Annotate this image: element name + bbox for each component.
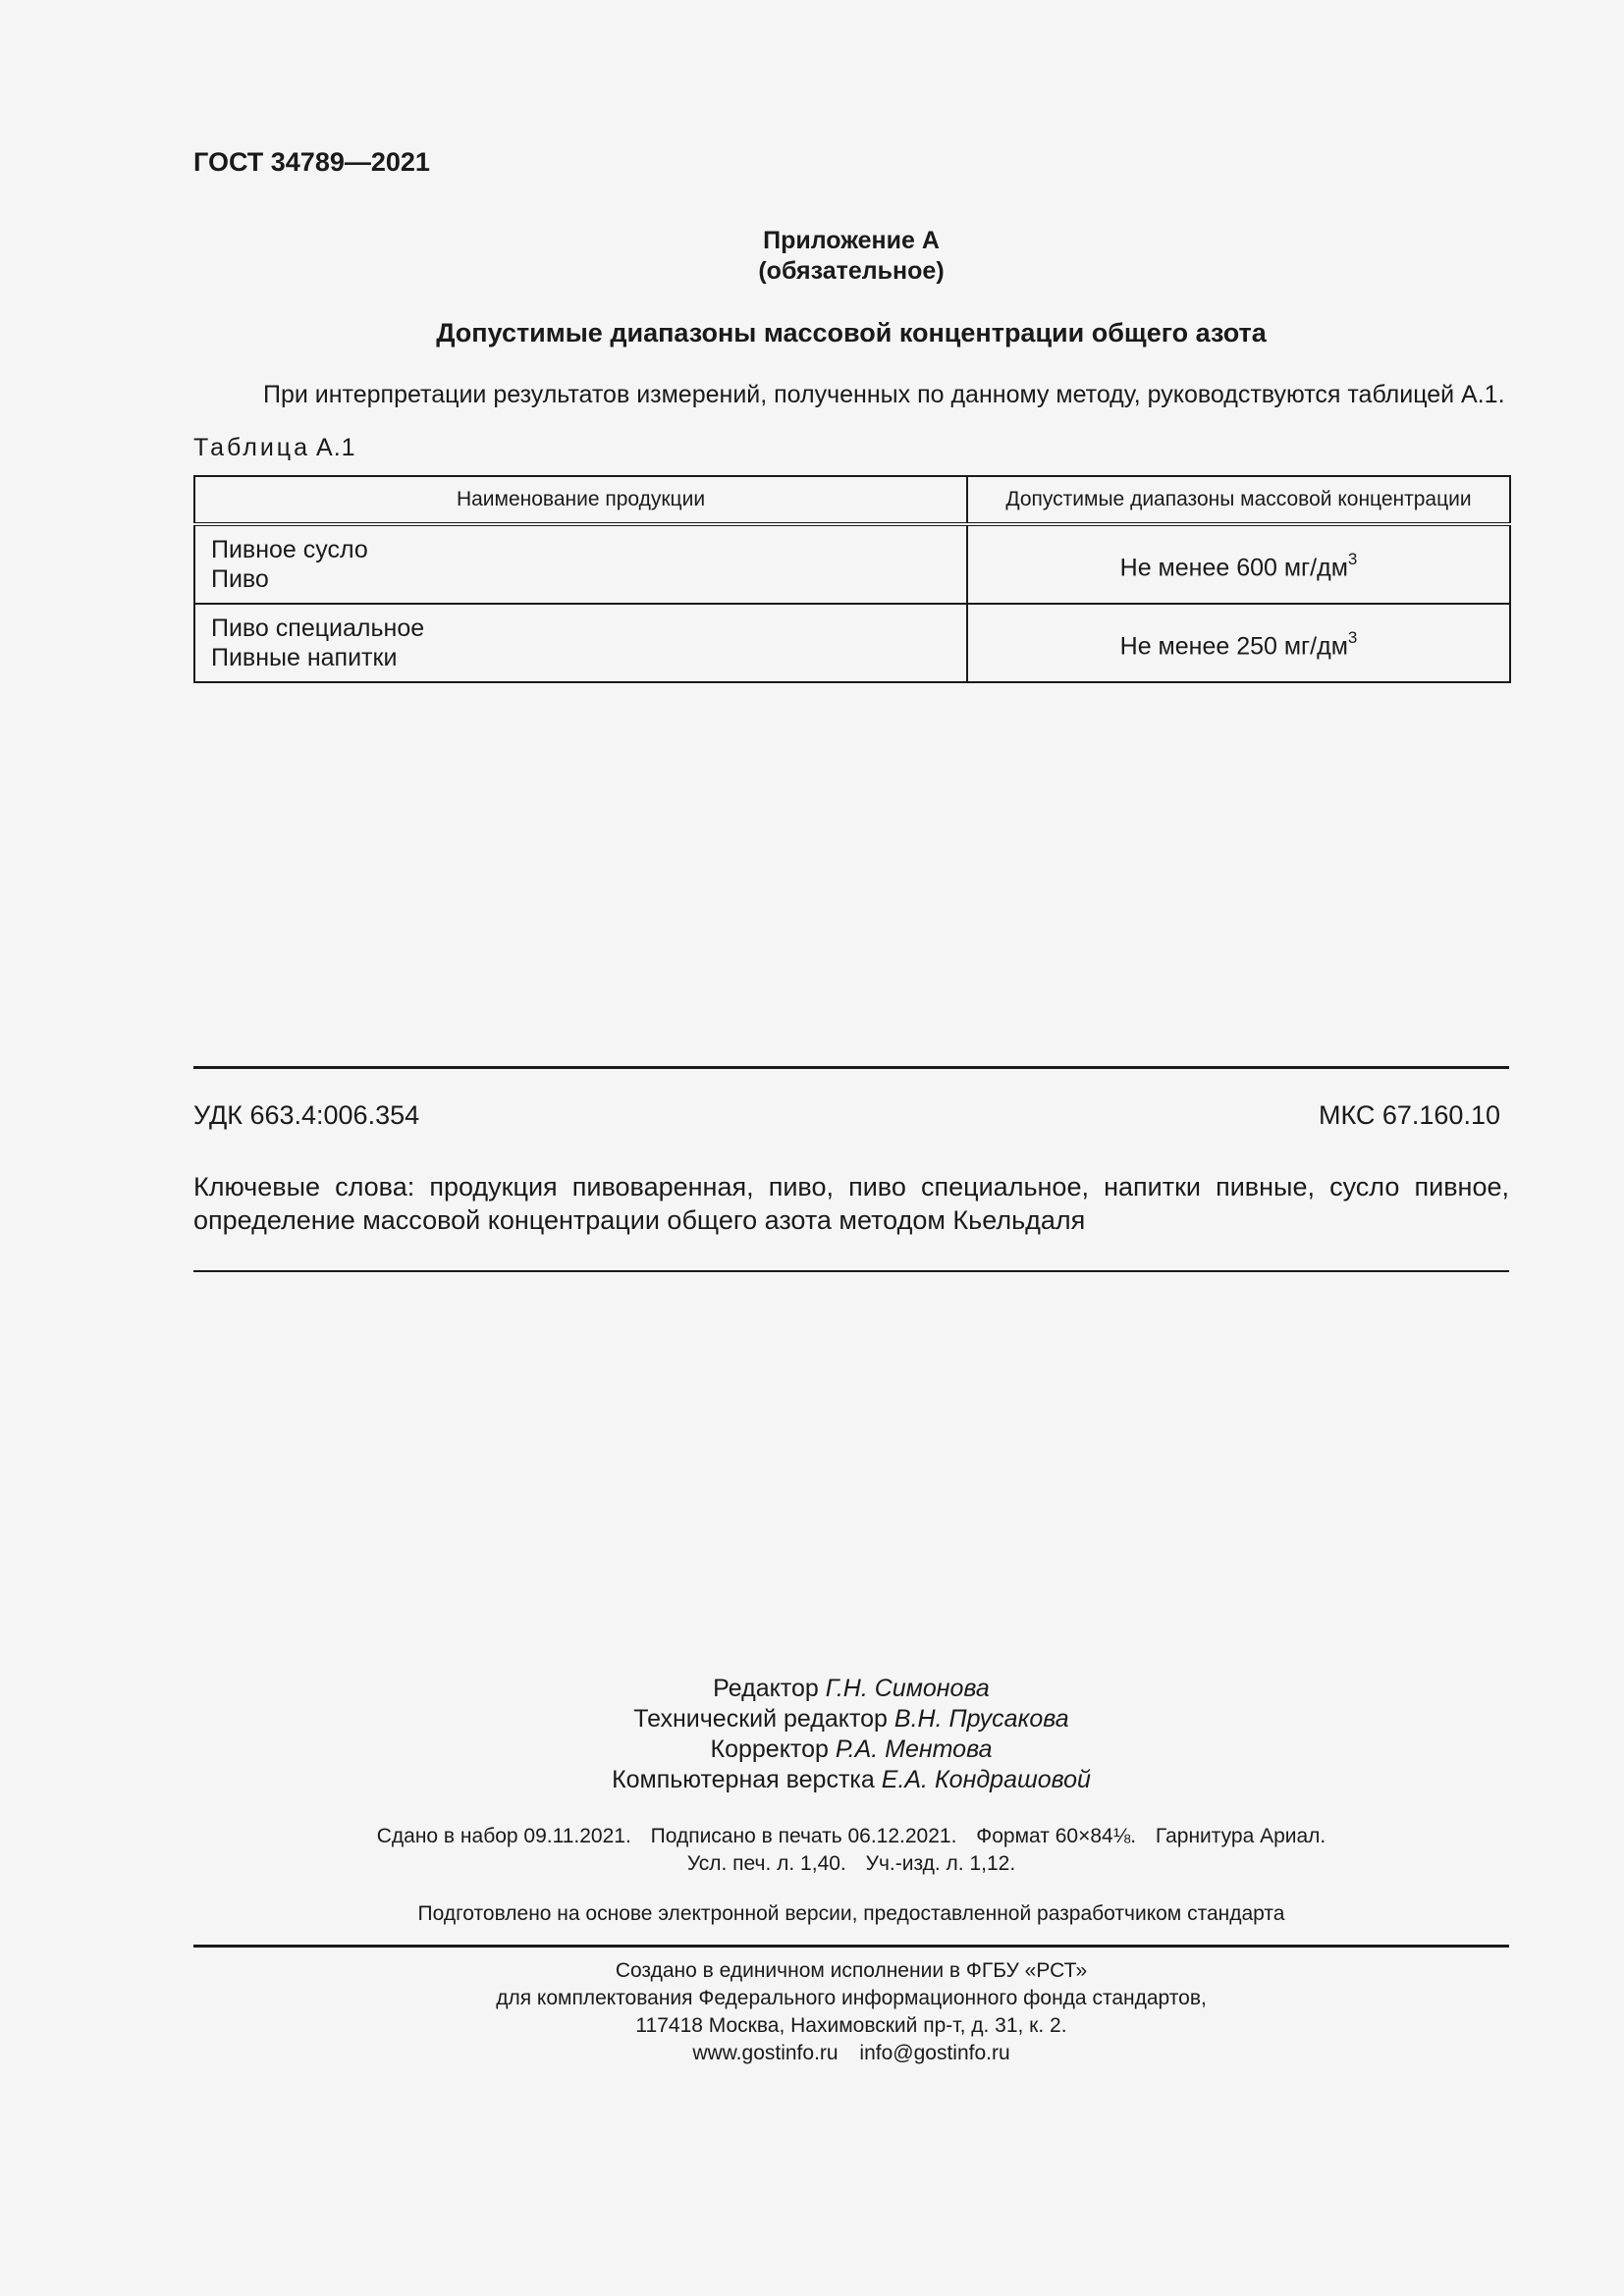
credit-label: Компьютерная верстка [612,1766,875,1793]
created-line: для комплектования Федерального информационного фонда стандартов, [496,1987,1207,2009]
divider [193,1066,1509,1069]
print-pub-sheets: Уч.-изд. л. 1,12. [865,1852,1016,1875]
credit-corrector [193,1735,1509,1765]
credit-name: В.Н. Прусакова [893,1705,1069,1733]
table-caption [193,434,356,462]
column-header-range: Допустимые диапазоны массовой концентрации [967,476,1510,524]
print-sheets: Усл. печ. л. 1,40. [686,1852,846,1875]
created-line: 117418 Москва, Нахимовский пр-т, д. 31, к. 2. [635,2014,1067,2037]
product-name: Пивные напитки [211,644,398,671]
table-row [194,604,1510,682]
product-name: Пиво [211,565,269,593]
unit-exponent: 3 [1347,627,1358,647]
credit-name: Р.А. Ментова [835,1735,993,1763]
website-link[interactable]: www.gostinfo.ru [692,2042,839,2064]
print-format: Формат 60×84⅛. [976,1825,1137,1847]
table-row [194,524,1510,604]
udk-code: УДК 663.4:006.354 [193,1100,420,1130]
range-value: Не менее 250 мг/дм [1119,632,1348,661]
column-header-product: Наименование продукции [194,476,967,524]
credit-layout [193,1765,1509,1795]
table-caption-number: А.1 [316,434,356,461]
range-cell [967,524,1510,604]
credit-label: Технический редактор [633,1705,888,1733]
annex-title: Приложение А [763,227,940,254]
product-name: Пиво специальное [211,614,425,642]
intro-paragraph: При интерпретации результатов измерений, полученных по данному методу, руководствуются таблицей А.1. [263,381,1505,408]
print-info [193,1823,1509,1878]
created-block [193,1957,1509,2067]
email-link[interactable]: info@gostinfo.ru [859,2042,1010,2064]
credit-name: Е.А. Кондрашовой [881,1766,1091,1793]
credit-name: Г.Н. Симонова [825,1675,990,1702]
credits-block [193,1674,1509,1795]
prepared-note: Подготовлено на основе электронной версии, предоставленной разработчиком стандарта [417,1902,1285,1925]
annex-type: (обязательное) [758,257,945,285]
mks-code: МКС 67.160.10 [1318,1100,1500,1130]
section-title: Допустимые диапазоны массовой концентрации общего азота [436,318,1267,347]
range-cell [967,604,1510,682]
print-typeface: Гарнитура Ариал. [1155,1825,1326,1847]
unit-exponent: 3 [1347,549,1358,568]
divider [193,1270,1509,1272]
credit-label: Корректор [710,1735,829,1763]
created-line: Создано в единичном исполнении в ФГБУ «РСТ» [615,1959,1088,1982]
product-cell [194,524,967,604]
concentration-table [193,475,1511,683]
credit-editor [193,1674,1509,1704]
divider [193,1945,1509,1948]
print-signed: Подписано в печать 06.12.2021. [650,1825,957,1847]
range-value: Не менее 600 мг/дм [1119,554,1348,582]
keywords: Ключевые слова: продукция пивоваренная, пиво, пиво специальное, напитки пивные, сусло пивное, определение массовой концентрации общего азота методом Кьельдаля [193,1172,1509,1235]
table-caption-word: Таблица [193,434,311,461]
credit-tech-editor [193,1704,1509,1735]
standard-number: ГОСТ 34789—2021 [193,147,430,177]
print-submitted: Сдано в набор 09.11.2021. [376,1825,631,1847]
credit-label: Редактор [713,1675,819,1702]
product-cell [194,604,967,682]
product-name: Пивное сусло [211,536,368,563]
table-header-row [194,476,1510,524]
